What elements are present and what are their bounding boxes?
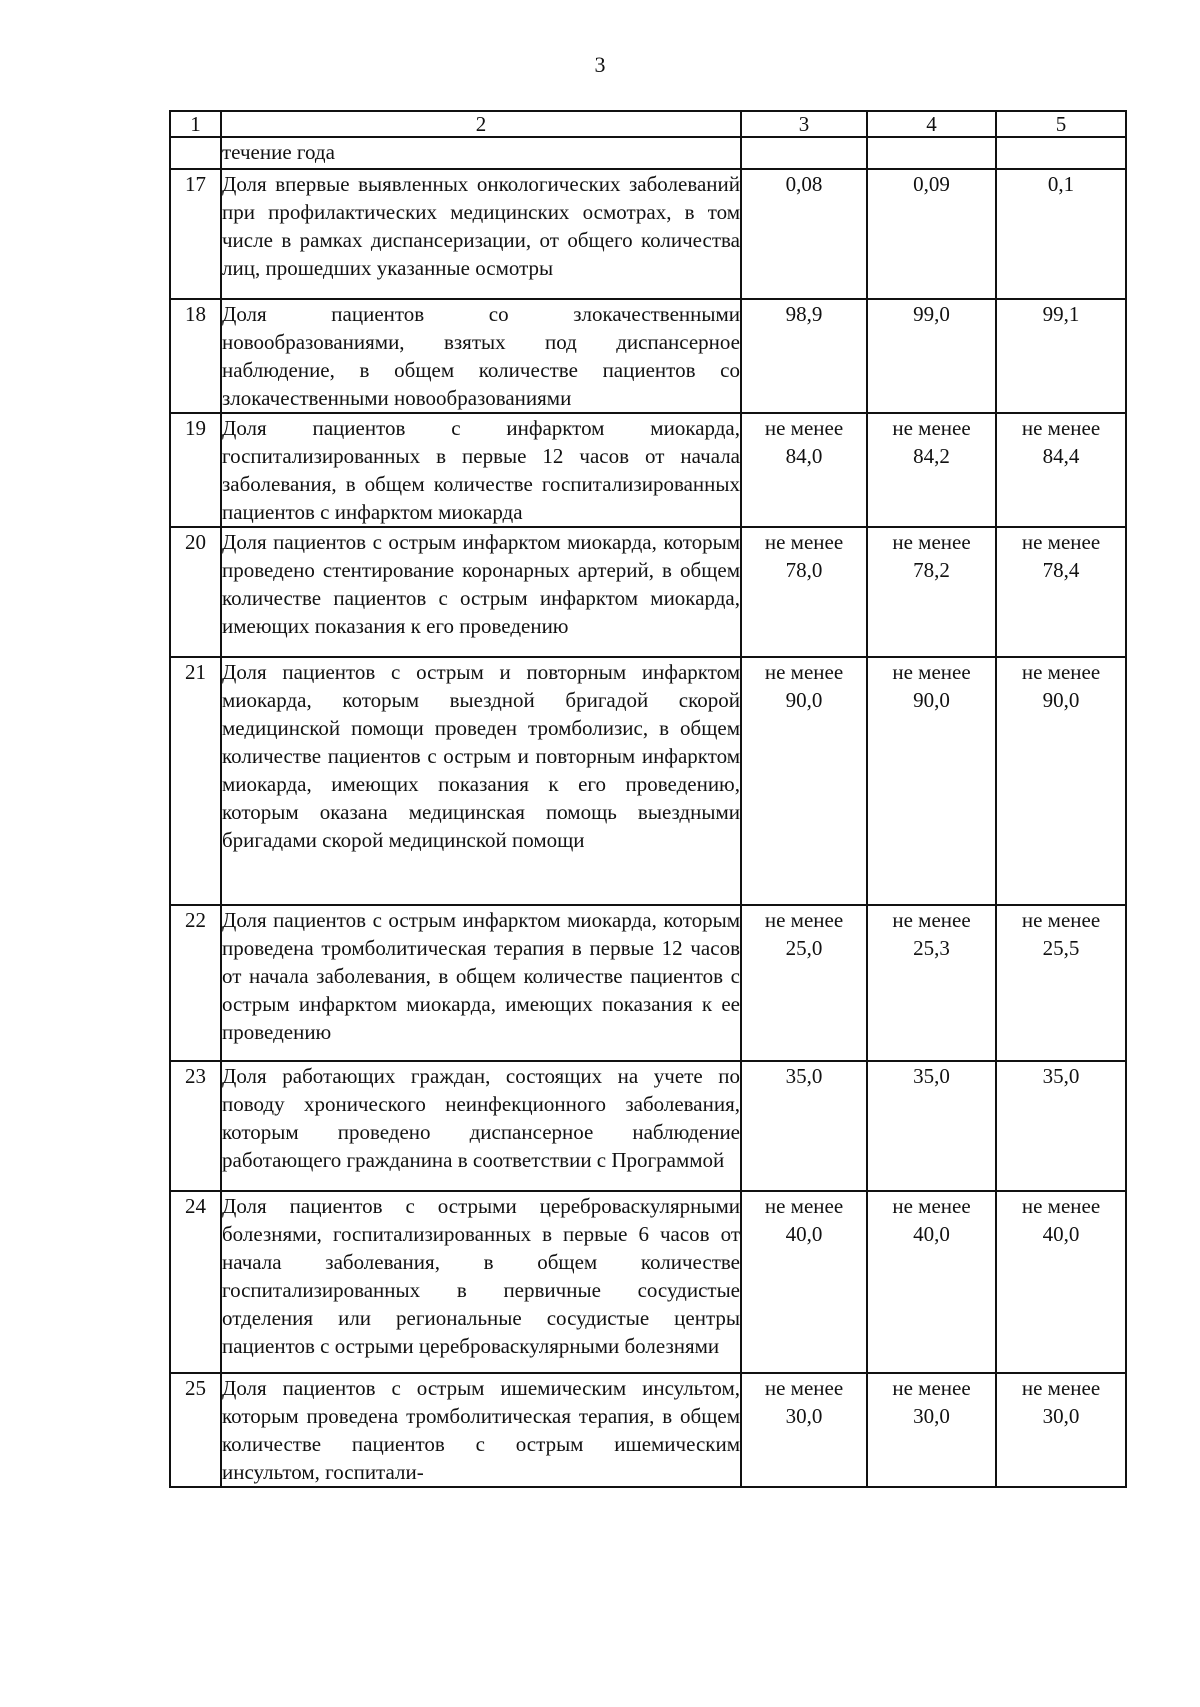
value-prefix: не менее [892, 530, 971, 554]
value-number: 99,1 [1042, 302, 1080, 326]
header-col-2: 2 [221, 111, 741, 137]
value-number: 0,08 [785, 172, 823, 196]
continuation-row [170, 137, 1126, 169]
value-number: 40,0 [913, 1222, 950, 1246]
value-number: 99,0 [913, 302, 950, 326]
value-prefix: не менее [892, 416, 971, 440]
table-row [170, 657, 1126, 905]
row-number: 25 [170, 1373, 221, 1487]
value-number: 98,9 [785, 302, 823, 326]
value-number: 25,3 [913, 936, 950, 960]
value-number: 0,09 [913, 172, 950, 196]
value-prefix: не менее [892, 908, 971, 932]
indicators-table [169, 110, 1127, 1488]
value-prefix: не менее [1021, 660, 1101, 684]
table-row [170, 905, 1126, 1061]
value-col3 [741, 657, 867, 905]
value-number: 30,0 [913, 1404, 950, 1428]
value-number: 90,0 [785, 688, 823, 712]
value-prefix: не менее [764, 908, 844, 932]
value-number: 30,0 [785, 1404, 823, 1428]
value-number: 78,2 [913, 558, 950, 582]
indicator-description: Доля пациентов с острым и повторным инфарктом миокарда, которым выездной бригадой скорой медицинской помощи проведен тромболизис, в общем количестве пациентов с острым и повторным инфарктом миокарда, имеющих показания к его проведению, которым оказана медицинская помощь выездными бригадами скорой медицинской помощи [221, 657, 741, 905]
value-number: 30,0 [1042, 1404, 1080, 1428]
indicator-description: Доля впервые выявленных онкологических заболеваний при профилактических медицинских осмотрах, в том числе в рамках диспансеризации, от общего количества лиц, прошедших указанные осмотры [221, 169, 741, 299]
value-col5 [996, 1373, 1126, 1487]
indicator-description: Доля пациентов с острым инфарктом миокарда, которым проведено стентирование коронарных артерий, в общем количестве пациентов с острым инфарктом миокарда, имеющих показания к его проведению [221, 527, 741, 657]
value-col3 [741, 905, 867, 1061]
table-row [170, 1373, 1126, 1487]
indicator-rows [170, 169, 1126, 1487]
value-col5 [996, 527, 1126, 657]
value-number: 78,0 [785, 558, 823, 582]
indicator-description: Доля пациентов с инфарктом миокарда, госпитализированных в первые 12 часов от начала заболевания, в общем количестве госпитализированных пациентов с инфарктом миокарда [221, 413, 741, 527]
value-number: 35,0 [913, 1064, 950, 1088]
row-number: 20 [170, 527, 221, 657]
value-col3 [741, 169, 867, 299]
value-number: 35,0 [1042, 1064, 1080, 1088]
value-col5 [996, 1061, 1126, 1191]
indicator-description: Доля работающих граждан, состоящих на учете по поводу хронического неинфекционного заболевания, которым проведено диспансерное наблюдение работающего гражданина в соответствии с Программой [221, 1061, 741, 1191]
value-prefix: не менее [1021, 1194, 1101, 1218]
indicator-description: Доля пациентов с острыми цереброваскулярными болезнями, госпитализированных в первые 6 часов от начала заболевания, в общем количестве госпитализированных в первичные сосудистые отделения или региональные сосудистые центры пациентов с острыми цереброваскулярными болезнями [221, 1191, 741, 1373]
table-row [170, 1191, 1126, 1373]
value-prefix: не менее [764, 1376, 844, 1400]
page-number: 3 [594, 52, 606, 77]
table-row [170, 299, 1126, 413]
continuation-col5 [996, 137, 1126, 169]
value-col4 [867, 299, 996, 413]
indicator-description: Доля пациентов с острым инфарктом миокарда, которым проведена тромболитическая терапия в первые 12 часов от начала заболевания, в общем количестве пациентов с острым инфарктом миокарда, имеющих показания к ее проведению [221, 905, 741, 1061]
value-col4 [867, 413, 996, 527]
value-number: 78,4 [1042, 558, 1080, 582]
value-col3 [741, 527, 867, 657]
value-col3 [741, 1191, 867, 1373]
header-col-3: 3 [741, 111, 867, 137]
value-col4 [867, 1061, 996, 1191]
value-number: 90,0 [1042, 688, 1080, 712]
value-col4 [867, 527, 996, 657]
header-col-1: 1 [170, 111, 221, 137]
table-header-row [170, 111, 1126, 137]
table-row [170, 527, 1126, 657]
table-row [170, 413, 1126, 527]
value-col5 [996, 657, 1126, 905]
value-col5 [996, 413, 1126, 527]
value-prefix: не менее [1021, 530, 1101, 554]
value-number: 84,2 [913, 444, 950, 468]
value-number: 25,0 [785, 936, 823, 960]
value-prefix: не менее [764, 1194, 844, 1218]
value-prefix: не менее [1021, 416, 1101, 440]
value-number: 25,5 [1042, 936, 1080, 960]
value-prefix: не менее [764, 530, 844, 554]
value-col3 [741, 1373, 867, 1487]
value-prefix: не менее [892, 660, 971, 684]
continuation-text: течение года [221, 137, 741, 169]
value-number: 0,1 [1047, 172, 1075, 196]
table-row [170, 1061, 1126, 1191]
table-row [170, 169, 1126, 299]
value-col4 [867, 169, 996, 299]
value-col5 [996, 1191, 1126, 1373]
value-number: 84,0 [785, 444, 823, 468]
row-number: 22 [170, 905, 221, 1061]
value-col4 [867, 1373, 996, 1487]
value-prefix: не менее [1021, 908, 1101, 932]
row-number: 17 [170, 169, 221, 299]
value-number: 40,0 [785, 1222, 823, 1246]
value-col3 [741, 413, 867, 527]
value-col4 [867, 905, 996, 1061]
value-col5 [996, 169, 1126, 299]
value-number: 90,0 [913, 688, 950, 712]
value-number: 84,4 [1042, 444, 1080, 468]
value-prefix: не менее [764, 660, 844, 684]
value-prefix: не менее [764, 416, 844, 440]
indicator-description: Доля пациентов со злокачественными новообразованиями, взятых под диспансерное наблюдение, в общем количестве пациентов со злокачественными новообразованиями [221, 299, 741, 413]
value-prefix: не менее [892, 1194, 971, 1218]
value-col3 [741, 1061, 867, 1191]
value-number: 35,0 [785, 1064, 823, 1088]
value-prefix: не менее [892, 1376, 971, 1400]
header-col-4: 4 [867, 111, 996, 137]
row-number: 23 [170, 1061, 221, 1191]
row-number: 18 [170, 299, 221, 413]
header-col-5: 5 [996, 111, 1126, 137]
value-col3 [741, 299, 867, 413]
value-col4 [867, 1191, 996, 1373]
value-col5 [996, 299, 1126, 413]
row-number: 24 [170, 1191, 221, 1373]
value-col5 [996, 905, 1126, 1061]
row-number: 21 [170, 657, 221, 905]
value-col4 [867, 657, 996, 905]
row-number: 19 [170, 413, 221, 527]
value-prefix: не менее [1021, 1376, 1101, 1400]
continuation-num-cell [170, 137, 221, 169]
indicator-description: Доля пациентов с острым ишемическим инсультом, которым проведена тромболитическая терапия, в общем количестве пациентов с острым ишемическим инсультом, госпитали- [221, 1373, 741, 1487]
continuation-col4 [867, 137, 996, 169]
value-number: 40,0 [1042, 1222, 1080, 1246]
continuation-col3 [741, 137, 867, 169]
